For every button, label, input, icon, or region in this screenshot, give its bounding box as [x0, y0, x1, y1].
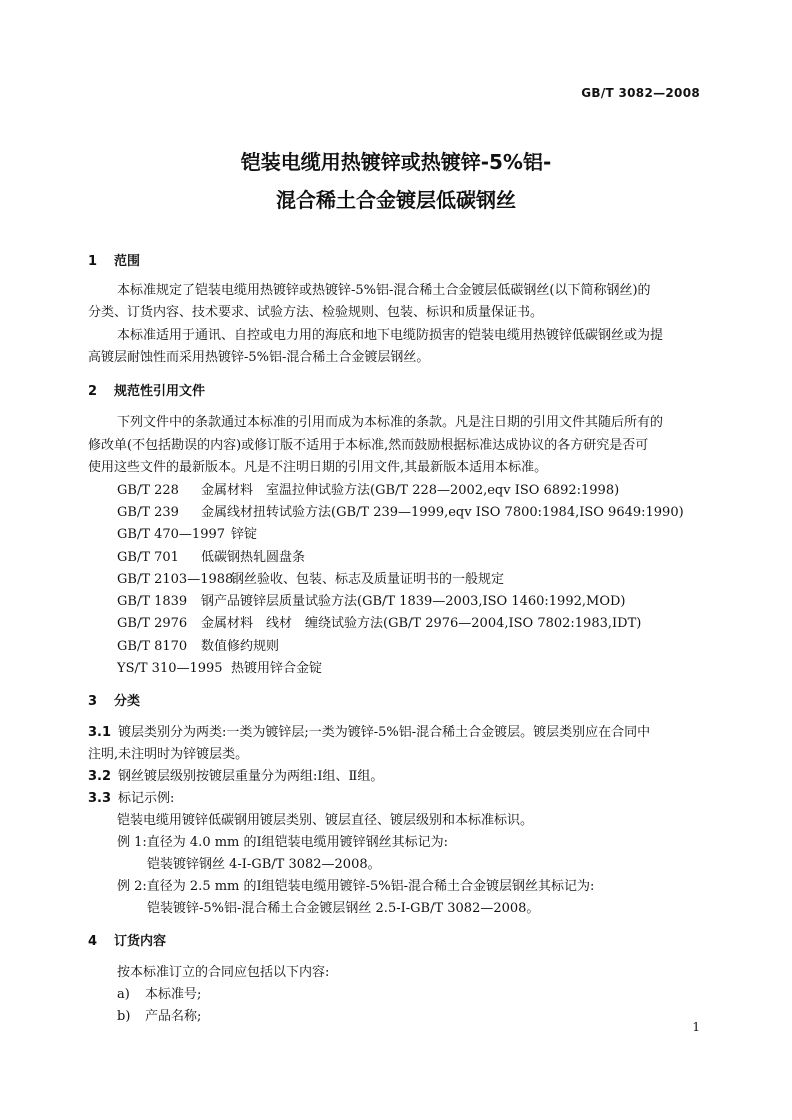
- section-number: 1: [88, 254, 98, 269]
- clause-3-3: [88, 787, 174, 806]
- list-item-text: 产品名称;: [145, 1009, 202, 1024]
- reference-item: [117, 501, 684, 520]
- reference-code: GB/T 1839: [117, 594, 188, 609]
- reference-title: 热镀用锌合金锭: [231, 661, 323, 676]
- reference-item: [117, 635, 279, 654]
- reference-item: [117, 568, 504, 587]
- list-item: [117, 983, 201, 1002]
- reference-title: 金属材料 室温拉伸试验方法(GB/T 228—2002,eqv ISO 6892:1998): [201, 483, 620, 498]
- section-4-paragraph: 按本标准订立的合同应包括以下内容:: [117, 965, 330, 980]
- section-number: 2: [88, 384, 98, 399]
- section-1-paragraph-1: 本标准规定了铠装电缆用热镀锌或热镀锌-5%铝-混合稀土合金镀层低碳钢丝(以下简称钢丝)的: [117, 283, 651, 298]
- list-item: [117, 1005, 201, 1024]
- reference-code: YS/T 310—1995: [117, 661, 223, 676]
- reference-item: [117, 657, 322, 676]
- clause-text: 钢丝镀层级别按镀层重量分为两组:Ⅰ组、Ⅱ组。: [118, 769, 384, 784]
- clause-3-1: [88, 721, 650, 740]
- clause-number: 3.2: [88, 769, 112, 784]
- example-2: 例 2:直径为 2.5 mm 的Ⅰ组铠装电缆用镀锌-5%铝-混合稀土合金镀层钢丝其标记为:: [117, 879, 595, 894]
- reference-code: GB/T 470—1997: [117, 527, 226, 542]
- reference-code: GB/T 239: [117, 505, 179, 520]
- clause-3-3-paragraph: 铠装电缆用镀锌低碳钢用镀层类别、镀层直径、镀层级别和本标准标识。: [117, 813, 534, 828]
- reference-item: [117, 546, 305, 565]
- document-title-line-1: 铠装电缆用热镀锌或热镀锌-5%铝-: [240, 150, 552, 174]
- reference-title: 金属线材扭转试验方法(GB/T 239—1999,eqv ISO 7800:1984,ISO 9649:1990): [201, 505, 684, 520]
- section-2-paragraph: 下列文件中的条款通过本标准的引用而成为本标准的条款。凡是注日期的引用文件其随后所有的: [117, 415, 664, 430]
- reference-item: [117, 479, 619, 498]
- section-4-heading: [88, 930, 166, 949]
- example-2-marking: 铠装镀锌-5%铝-混合稀土合金镀层钢丝 2.5-Ⅰ-GB/T 3082—2008。: [147, 901, 540, 916]
- list-item-label: b): [117, 1009, 131, 1024]
- section-1-heading: [88, 250, 140, 269]
- clause-3-2: [88, 765, 383, 784]
- page-number: 1: [692, 1020, 700, 1034]
- reference-title: 钢丝验收、包装、标志及质量证明书的一般规定: [231, 572, 505, 587]
- reference-item: [117, 523, 257, 542]
- section-2-paragraph-cont-2: 使用这些文件的最新版本。凡是不注明日期的引用文件,其最新版本适用本标准。: [88, 460, 548, 475]
- example-1-marking: 铠装镀锌钢丝 4-Ⅰ-GB/T 3082—2008。: [147, 857, 381, 872]
- section-1-paragraph-2-cont: 高镀层耐蚀性而采用热镀锌-5%铝-混合稀土合金镀层钢丝。: [88, 350, 430, 365]
- section-3-heading: [88, 690, 140, 709]
- section-title: 分类: [114, 694, 141, 709]
- example-1: 例 1:直径为 4.0 mm 的Ⅰ组铠装电缆用镀锌钢丝其标记为:: [117, 835, 449, 850]
- section-title: 规范性引用文件: [114, 384, 206, 399]
- section-2-paragraph-cont-1: 修改单(不包括勘误的内容)或修订版不适用于本标准,然而鼓励根据标准达成协议的各方研究是否可: [88, 438, 649, 453]
- section-2-heading: [88, 380, 205, 399]
- clause-number: 3.1: [88, 725, 112, 740]
- section-number: 4: [88, 934, 98, 949]
- reference-title: 金属材料 线材 缠绕试验方法(GB/T 2976—2004,ISO 7802:1983,IDT): [201, 616, 642, 631]
- reference-title: 钢产品镀锌层质量试验方法(GB/T 1839—2003,ISO 1460:1992,MOD): [201, 594, 626, 609]
- section-title: 订货内容: [114, 934, 167, 949]
- standard-number: GB/T 3082—2008: [581, 86, 700, 100]
- reference-item: [117, 590, 625, 609]
- document-title-line-2: 混合稀土合金镀层低碳钢丝: [276, 188, 516, 212]
- list-item-text: 本标准号;: [145, 987, 202, 1002]
- reference-title: 锌锭: [231, 527, 258, 542]
- reference-code: GB/T 2976: [117, 616, 188, 631]
- reference-title: 低碳钢热轧圆盘条: [201, 550, 306, 565]
- section-number: 3: [88, 694, 98, 709]
- clause-text: 标记示例:: [118, 791, 175, 806]
- section-1-paragraph-2: 本标准适用于通讯、自控或电力用的海底和地下电缆防损害的铠装电缆用热镀锌低碳钢丝或为提: [117, 328, 664, 343]
- reference-code: GB/T 701: [117, 550, 179, 565]
- reference-code: GB/T 228: [117, 483, 179, 498]
- reference-code: GB/T 8170: [117, 639, 188, 654]
- list-item-label: a): [117, 987, 130, 1002]
- reference-item: [117, 612, 641, 631]
- reference-code: GB/T 2103—1988: [117, 572, 234, 587]
- clause-number: 3.3: [88, 791, 112, 806]
- reference-title: 数值修约规则: [201, 639, 280, 654]
- section-1-paragraph-1-cont: 分类、订货内容、技术要求、试验方法、检验规则、包装、标识和质量保证书。: [88, 305, 544, 320]
- section-title: 范围: [114, 254, 141, 269]
- clause-text: 镀层类别分为两类:一类为镀锌层;一类为镀锌-5%铝-混合稀土合金镀层。镀层类别应在合同中: [118, 725, 651, 740]
- clause-3-1-cont: 注明,未注明时为锌镀层类。: [88, 747, 249, 762]
